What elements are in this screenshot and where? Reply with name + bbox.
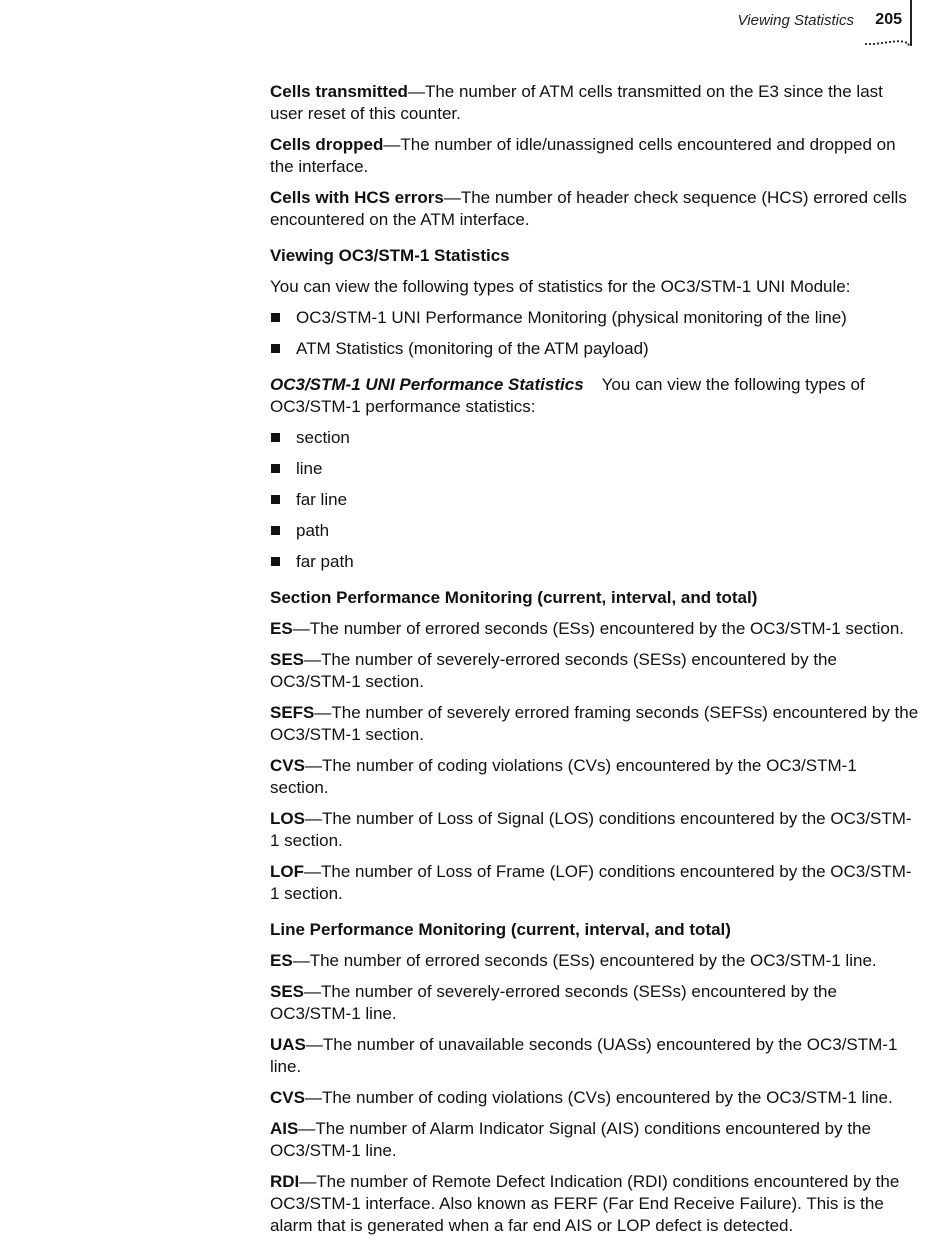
definition-line-es — [270, 950, 920, 972]
definition-text: —The number of severely errored framing seconds (SEFSs) encountered by the OC3/STM-1 section. — [270, 703, 919, 744]
bullet-square-icon — [271, 464, 280, 473]
definition-term: UAS — [270, 1035, 306, 1054]
header-rule — [910, 0, 912, 46]
definition-line-uas — [270, 1034, 920, 1078]
definition-term: CVS — [270, 1088, 305, 1107]
list-item-text: far line — [296, 490, 348, 509]
definition-text: —The number of severely-errored seconds (SESs) encountered by the OC3/STM-1 line. — [270, 982, 837, 1023]
run-in-heading: OC3/STM-1 UNI Performance Statistics — [270, 375, 584, 394]
definition-cells-transmitted — [270, 81, 920, 125]
definition-text: —The number of coding violations (CVs) encountered by the OC3/STM-1 section. — [270, 756, 857, 797]
definition-section-cvs — [270, 755, 920, 799]
list-item-text: OC3/STM-1 UNI Performance Monitoring (physical monitoring of the line) — [296, 308, 847, 327]
header-dot-ornament — [864, 39, 910, 47]
definition-section-sefs — [270, 702, 920, 746]
definition-cells-hcs-errors — [270, 187, 920, 231]
definition-line-rdi — [270, 1171, 920, 1237]
definition-term: SEFS — [270, 703, 315, 722]
perf-stats-text: You can view the following types of OC3/STM-1 performance statistics: — [270, 375, 865, 416]
definition-text: —The number of Alarm Indicator Signal (AIS) conditions encountered by the OC3/STM-1 line. — [270, 1119, 871, 1160]
page-body — [270, 81, 920, 1246]
definition-section-es — [270, 618, 920, 640]
definition-text: —The number of coding violations (CVs) encountered by the OC3/STM-1 line. — [304, 1088, 893, 1107]
definition-term: LOF — [270, 862, 304, 881]
section-heading-line-perf: Line Performance Monitoring (current, interval, and total) — [270, 920, 731, 939]
oc3-statistics-list — [270, 307, 920, 360]
list-item — [270, 307, 920, 329]
list-item-text: section — [296, 428, 350, 447]
list-item-text: path — [296, 521, 330, 540]
list-item — [270, 458, 920, 480]
page-number: 205 — [875, 11, 902, 28]
definition-line-ses — [270, 981, 920, 1025]
definition-term: CVS — [270, 756, 305, 775]
perf-stats-paragraph — [270, 374, 920, 418]
bullet-square-icon — [271, 433, 280, 442]
definition-text: —The number of Remote Defect Indication (RDI) conditions encountered by the OC3/STM-1 interface. Also known as FERF (Far End Receive Failure). This is the alarm that is generated when a far end AIS or LOP defect is detected. — [270, 1172, 900, 1235]
definition-term: AIS — [270, 1119, 299, 1138]
definition-text: —The number of Loss of Signal (LOS) conditions encountered by the OC3/STM-1 section. — [270, 809, 912, 850]
section-heading-section-perf: Section Performance Monitoring (current, interval, and total) — [270, 588, 758, 607]
definition-term: Cells dropped — [270, 135, 384, 154]
list-item-text: ATM Statistics (monitoring of the ATM payload) — [296, 339, 649, 358]
definition-term: ES — [270, 951, 293, 970]
bullet-square-icon — [271, 495, 280, 504]
definition-term: Cells with HCS errors — [270, 188, 444, 207]
definition-term: RDI — [270, 1172, 300, 1191]
section-heading-oc3: Viewing OC3/STM-1 Statistics — [270, 246, 510, 265]
definition-term: SES — [270, 982, 305, 1001]
perf-stats-list — [270, 427, 920, 573]
list-item — [270, 427, 920, 449]
bullet-square-icon — [271, 526, 280, 535]
definition-section-los — [270, 808, 920, 852]
definition-text: —The number of errored seconds (ESs) encountered by the OC3/STM-1 line. — [292, 951, 877, 970]
definition-term: SES — [270, 650, 305, 669]
definition-line-cvs — [270, 1087, 920, 1109]
definition-text: —The number of ATM cells transmitted on the E3 since the last user reset of this counter. — [270, 82, 883, 123]
definition-text: —The number of unavailable seconds (UASs) encountered by the OC3/STM-1 line. — [270, 1035, 898, 1076]
list-item — [270, 551, 920, 573]
definition-text: —The number of severely-errored seconds (SESs) encountered by the OC3/STM-1 section. — [270, 650, 837, 691]
definition-term: ES — [270, 619, 293, 638]
definition-text: —The number of errored seconds (ESs) encountered by the OC3/STM-1 section. — [292, 619, 905, 638]
definition-text: —The number of Loss of Frame (LOF) conditions encountered by the OC3/STM-1 section. — [270, 862, 912, 903]
bullet-square-icon — [271, 344, 280, 353]
list-item-text: line — [296, 459, 323, 478]
list-item — [270, 520, 920, 542]
definition-text: —The number of header check sequence (HCS) errored cells encountered on the ATM interface. — [270, 188, 907, 229]
bullet-square-icon — [271, 313, 280, 322]
list-item — [270, 338, 920, 360]
oc3-intro-text: You can view the following types of statistics for the OC3/STM-1 UNI Module: — [270, 277, 851, 296]
definition-section-lof — [270, 861, 920, 905]
definition-term: Cells transmitted — [270, 82, 408, 101]
list-item — [270, 489, 920, 511]
definition-section-ses — [270, 649, 920, 693]
list-item-text: far path — [296, 552, 354, 571]
definition-term: LOS — [270, 809, 305, 828]
definition-line-ais — [270, 1118, 920, 1162]
definition-text: —The number of idle/unassigned cells encountered and dropped on the interface. — [270, 135, 896, 176]
running-title: Viewing Statistics — [737, 12, 854, 29]
bullet-square-icon — [271, 557, 280, 566]
definition-cells-dropped — [270, 134, 920, 178]
page-header — [0, 8, 912, 40]
